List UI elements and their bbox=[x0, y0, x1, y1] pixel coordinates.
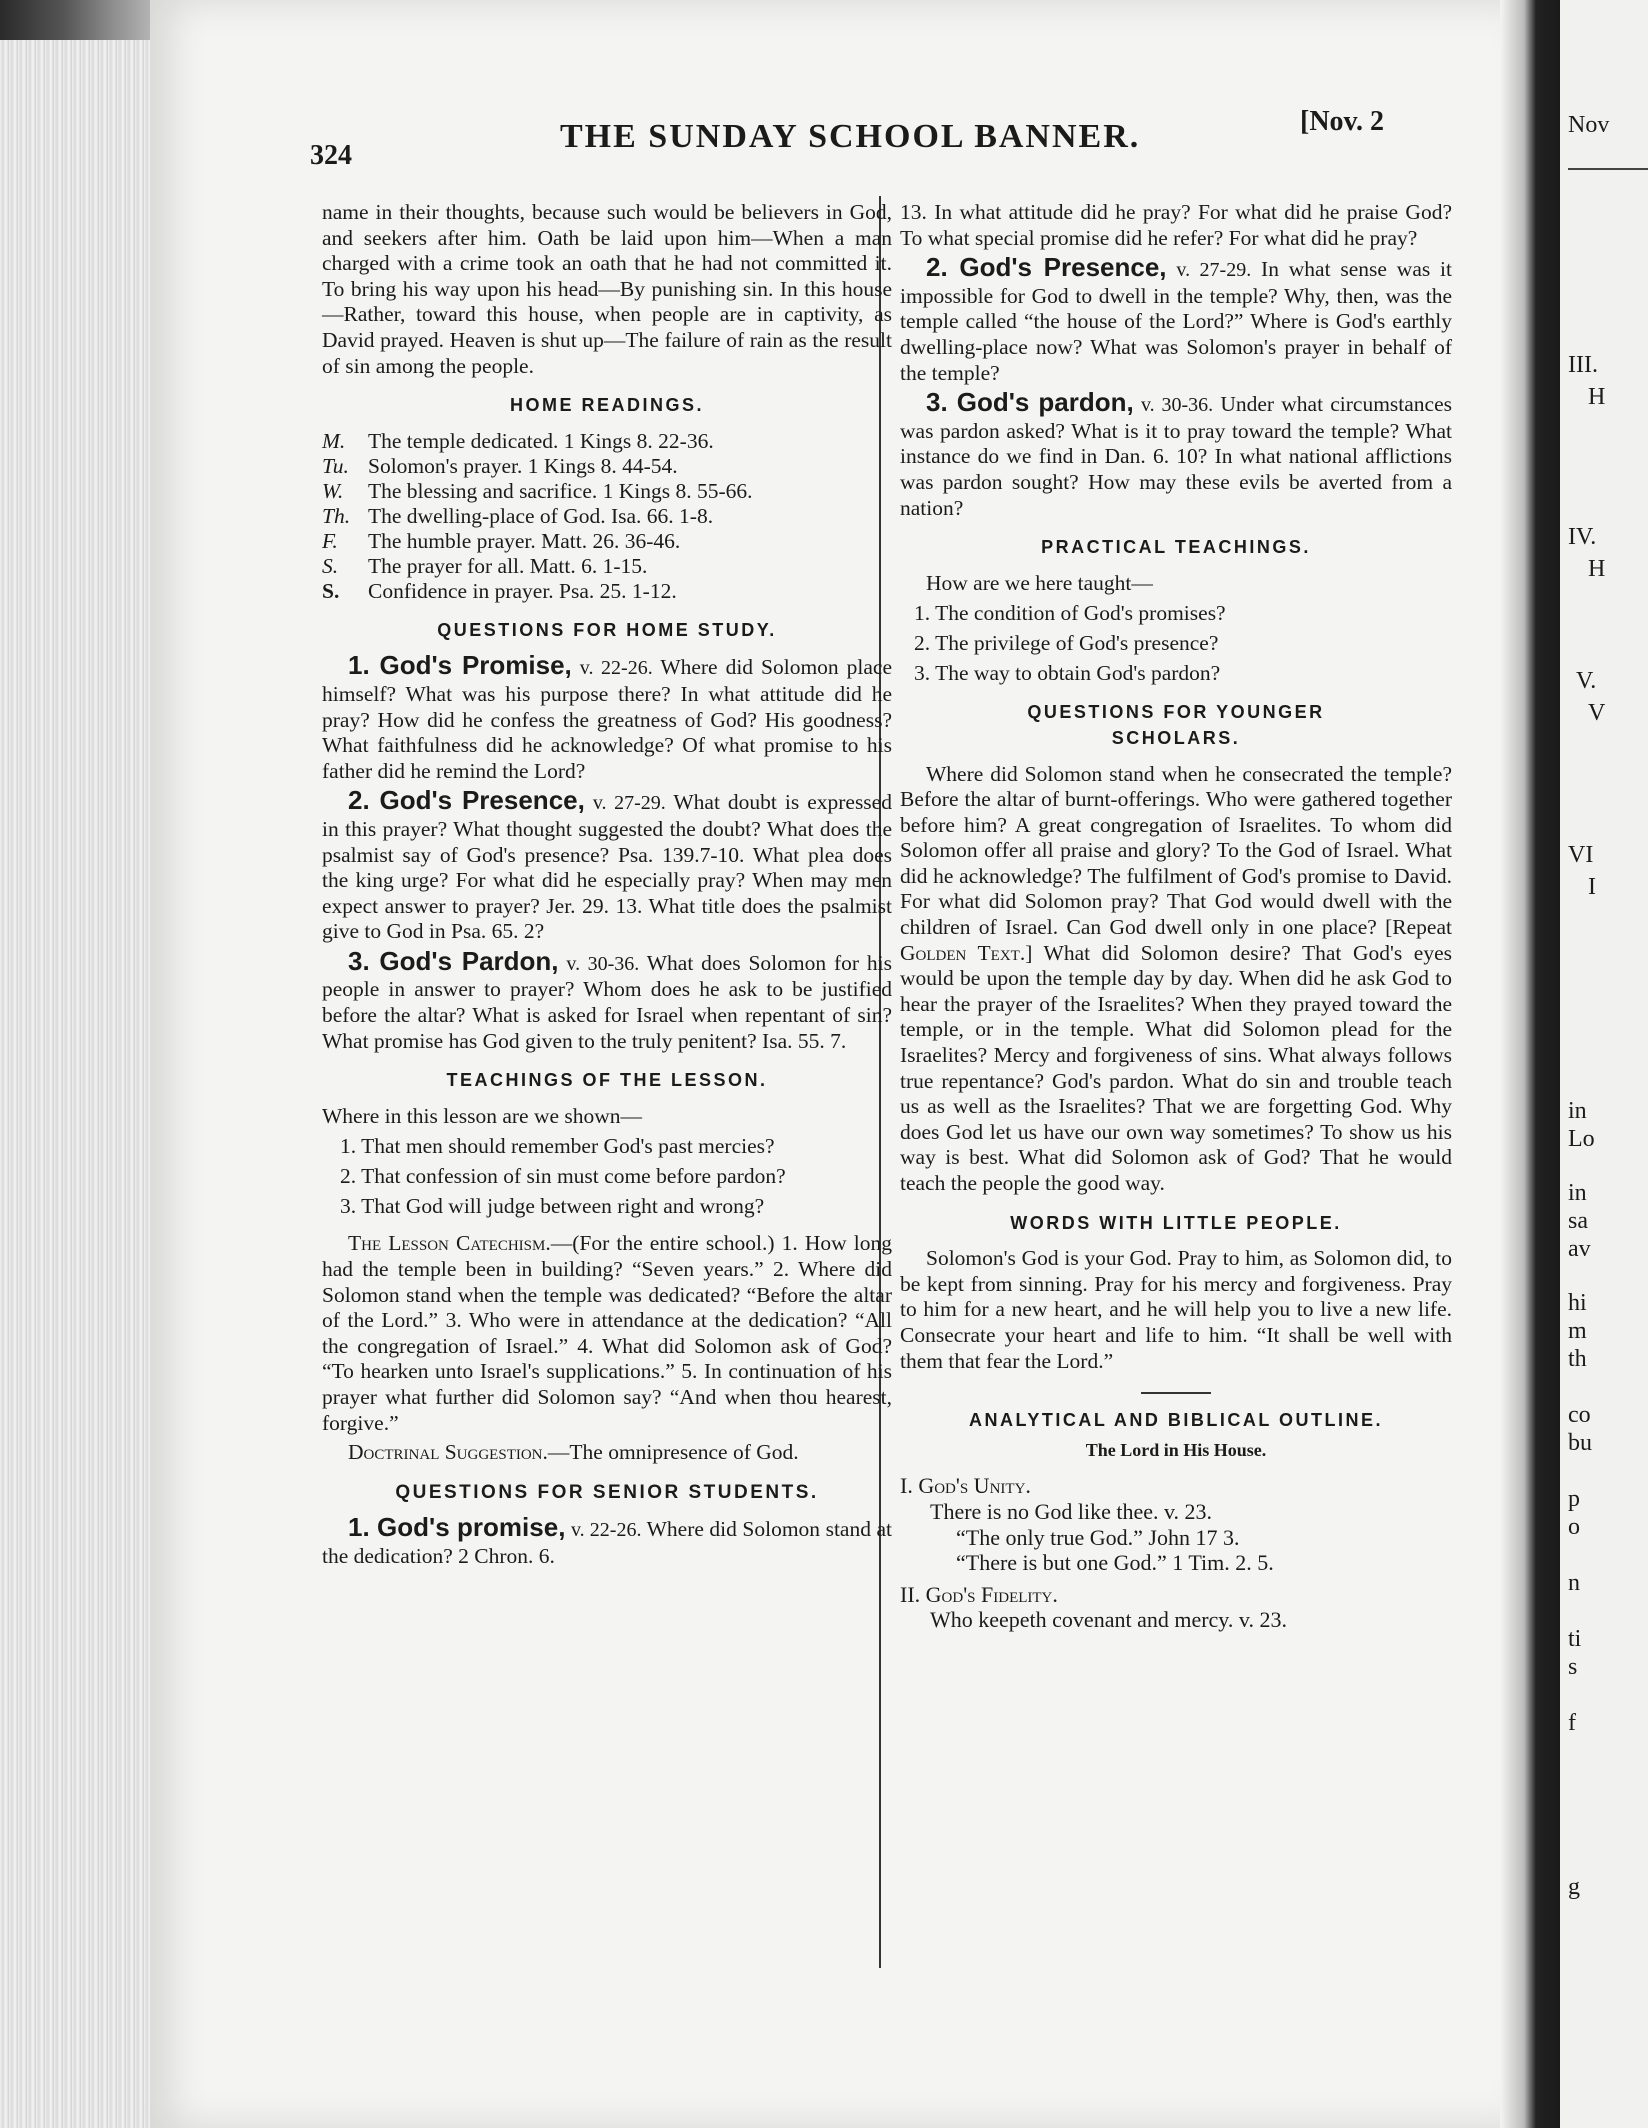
list-item bbox=[322, 579, 892, 604]
facing-text: p bbox=[1568, 1486, 1580, 1512]
younger-text-continued: ] What did Solomon desire? That God's eyes would be upon the temple day by day. When did he ask God to hear the prayer of the Israelites? When they prayed toward the temple, or in the temple. What did Solomon plead for the Israelites? Mercy and forgiveness of sins. What always follows true repentance? God's pardon. What do sin and trouble teach us as well as the Israelites? That we are forgetting God. Why does God let us have our own way sometimes? To show us his way is best. What did Solomon ask of God? That he would teach the people the good way. bbox=[900, 940, 1452, 1195]
facing-text: th bbox=[1568, 1346, 1587, 1372]
facing-rule bbox=[1568, 168, 1648, 170]
doctrinal-text: —The omnipresence of God. bbox=[547, 1440, 799, 1465]
facing-text: III. bbox=[1568, 352, 1598, 378]
facing-text: f bbox=[1568, 1710, 1576, 1736]
home-readings-heading: HOME READINGS. bbox=[509, 395, 704, 416]
question-text: What doubt is expressed in this prayer? What thought suggested the doubt? What does the psalmist say of God's presence? Psa. 139.7-10. What plea does the king urge? For what did he especially pray? When may men expect answer to prayer? Jer. 29. 13. What title does the psalmist give to God in Psa. 65. 2? bbox=[322, 790, 892, 944]
facing-text: Nov bbox=[1568, 112, 1610, 138]
list-item bbox=[322, 454, 892, 479]
little-people-heading: WORDS WITH LITTLE PEOPLE. bbox=[1010, 1212, 1342, 1233]
facing-text: H bbox=[1588, 384, 1606, 410]
running-title: THE SUNDAY SCHOOL BANNER. bbox=[560, 118, 1141, 155]
reading-day: F. bbox=[322, 528, 338, 553]
reading-text: The humble prayer. Matt. 26. 36-46. bbox=[368, 528, 681, 553]
list-item: 2. The privilege of God's presence? bbox=[914, 631, 1219, 656]
facing-text: s bbox=[1568, 1654, 1578, 1680]
question-title: 3. God's pardon, bbox=[926, 387, 1134, 418]
catechism-text: —(For the entire school.) 1. How long had the temple been in building? “Seven years.” 2. Where did Solomon stand when the temple was dedicated? “Before the altar of the Lord.” 3. Who were in attendance at the dedication? “All the congregation of Israel.” 4. What did Solomon ask of God? “To hearken unto Israel's supplications.” 5. In continuation of his prayer what further did Solomon say? “And when thou hearest, forgive.” bbox=[322, 1231, 892, 1435]
question-ref: v. 30-36. bbox=[566, 952, 640, 975]
younger-heading-line-2: SCHOLARS. bbox=[1111, 727, 1241, 748]
list-item: 1. The condition of God's promises? bbox=[914, 601, 1226, 626]
question-ref: v. 27-29. bbox=[1176, 259, 1252, 282]
question-paragraph bbox=[322, 785, 892, 945]
question-paragraph bbox=[900, 387, 1453, 521]
question-text: Where did Solomon stand at the dedication? 2 Chron. 6. bbox=[322, 1517, 892, 1568]
question-ref: v. 30-36. bbox=[1140, 394, 1214, 417]
facing-text: VI bbox=[1568, 842, 1594, 868]
facing-text: IV. bbox=[1568, 524, 1597, 550]
question-text: Where did Solomon place himself? What was his purpose there? In what attitude did he pray? How did he confess the greatness of God? His goodness? What faithfulness did he acknowledge? Of what promise to his father did he remind the Lord? bbox=[322, 655, 892, 783]
practical-heading: PRACTICAL TEACHINGS. bbox=[1041, 537, 1311, 558]
facing-text: av bbox=[1568, 1236, 1591, 1262]
little-people-paragraph: Solomon's God is your God. Pray to him, as Solomon did, to be kept from sinning. Pray for his mercy and forgiveness. Pray to him for a new heart, and he will help you to live a new life. Consecrate your heart and life to him. “It shall be well with them that fear the Lord.” bbox=[900, 1246, 1452, 1373]
list-item: 3. That God will judge between right and wrong? bbox=[340, 1194, 765, 1219]
outline-line: Who keepeth covenant and mercy. v. 23. bbox=[930, 1607, 1287, 1633]
list-item: 3. The way to obtain God's pardon? bbox=[914, 661, 1221, 686]
outline-subheading: The Lord in His House. bbox=[1085, 1439, 1267, 1460]
facing-text: g bbox=[1568, 1874, 1580, 1900]
reading-day: W. bbox=[322, 478, 344, 503]
facing-text: I bbox=[1588, 874, 1596, 900]
list-item bbox=[322, 554, 892, 579]
teachings-intro: Where in this lesson are we shown— bbox=[322, 1103, 643, 1128]
intro-paragraph: name in their thoughts, because such would be believers in God, and seekers after him. Oath be laid upon him—When a man charged with a crime took an oath that he had not committed it. To bring his way upon his head—By punishing sin. In this house—Rather, toward this house, when people are in captivity, as David prayed. Heaven is shut up—The failure of rain as the result of sin among the people. bbox=[322, 200, 892, 378]
facing-text: bu bbox=[1568, 1430, 1592, 1456]
doctrinal-label: Doctrinal Suggestion. bbox=[348, 1440, 548, 1465]
reading-day: S. bbox=[322, 578, 340, 603]
question-title: 1. God's Promise, bbox=[348, 650, 572, 681]
reading-day: Th. bbox=[322, 503, 351, 528]
section-rule bbox=[1141, 1392, 1211, 1394]
younger-text: Where did Solomon stand when he consecrated the temple? Before the altar of burnt-offerings. Who were gathered together before him? A great congregation of Israelites. To whom did Solomon offer all praise and glory? To the God of Israel. What did he acknowledge? The fulfilment of God's promise to David. For what did Solomon pray? That God would dwell with the children of Israel. Can God dwell only in one place? [Repeat bbox=[900, 761, 1452, 940]
question-ref: v. 22-26. bbox=[570, 1519, 642, 1542]
list-item bbox=[322, 429, 892, 454]
facing-page-fragment bbox=[1560, 0, 1648, 2128]
home-readings-list bbox=[322, 429, 892, 604]
teachings-heading: TEACHINGS OF THE LESSON. bbox=[446, 1070, 768, 1091]
question-text: What does Solomon for his people in answer to prayer? Whom does he ask to be justified before the altar? What is asked for Israel when repentant of sin? What promise has God given to the truly penitent? Isa. 55. 7. bbox=[322, 950, 892, 1053]
outline-section: II. God's Fidelity. bbox=[900, 1581, 1058, 1607]
facing-text: sa bbox=[1568, 1208, 1588, 1234]
right-column bbox=[880, 200, 1452, 1633]
question-text: Under what circumstances was pardon asked? What is it to pray toward the temple? What instance do we find in Dan. 6. 10? In what national afflictions was pardon sought? How may these evils be averted from a nation? bbox=[900, 392, 1453, 520]
facing-text: H bbox=[1588, 556, 1606, 582]
practical-intro: How are we here taught— bbox=[926, 570, 1153, 595]
outline bbox=[900, 1473, 1452, 1633]
facing-text: V bbox=[1588, 700, 1606, 726]
list-item: 1. That men should remember God's past mercies? bbox=[340, 1134, 775, 1159]
reading-day: S. bbox=[322, 553, 339, 578]
question-ref: v. 27-29. bbox=[592, 792, 666, 815]
reading-text: Solomon's prayer. 1 Kings 8. 44-54. bbox=[368, 453, 678, 478]
reading-text: The dwelling-place of God. Isa. 66. 1-8. bbox=[368, 503, 714, 528]
younger-paragraph bbox=[900, 762, 1452, 1197]
question-paragraph bbox=[322, 650, 892, 784]
reading-text: The prayer for all. Matt. 6. 1-15. bbox=[368, 553, 648, 578]
younger-heading: QUESTIONS FOR YOUNGER bbox=[1027, 702, 1325, 723]
facing-text: hi bbox=[1568, 1290, 1587, 1316]
list-item: 2. That confession of sin must come before pardon? bbox=[340, 1164, 786, 1189]
question-paragraph bbox=[322, 1512, 892, 1569]
list-item bbox=[322, 504, 892, 529]
senior-heading: QUESTIONS FOR SENIOR STUDENTS. bbox=[395, 1481, 819, 1503]
list-item bbox=[322, 479, 892, 504]
page-number: 324 bbox=[310, 140, 352, 171]
facing-text: Lo bbox=[1568, 1126, 1595, 1152]
facing-text: co bbox=[1568, 1402, 1591, 1428]
reading-text: Confidence in prayer. Psa. 25. 1-12. bbox=[368, 578, 677, 603]
facing-text: o bbox=[1568, 1514, 1580, 1540]
facing-text: in bbox=[1568, 1180, 1587, 1206]
golden-text-label: Golden Text. bbox=[900, 940, 1026, 965]
outline-subline: “There is but one God.” 1 Tim. 2. 5. bbox=[956, 1550, 1274, 1576]
question-title: 1. God's promise, bbox=[348, 1512, 566, 1543]
outline-line: There is no God like thee. v. 23. bbox=[930, 1498, 1213, 1524]
facing-text: ti bbox=[1568, 1626, 1582, 1652]
facing-text: in bbox=[1568, 1098, 1587, 1124]
reading-text: The temple dedicated. 1 Kings 8. 22-36. bbox=[368, 428, 714, 453]
question-paragraph bbox=[322, 945, 892, 1054]
issue-date: [Nov. 2 bbox=[1300, 106, 1384, 137]
question-text: In what sense was it impossible for God to dwell in the temple? Why, then, was the temple called “the house of the Lord?” Where is God's earthly dwelling-place now? What was Solomon's prayer in behalf of the temple? bbox=[900, 257, 1452, 385]
question-title: 2. God's Presence, bbox=[348, 785, 585, 816]
catechism-label: The Lesson Catechism. bbox=[348, 1231, 551, 1256]
reading-text: The blessing and sacrifice. 1 Kings 8. 55-66. bbox=[368, 478, 753, 503]
senior-continued: 13. In what attitude did he pray? For what did he praise God? To what special promise did he refer? For what did he pray? bbox=[900, 200, 1452, 250]
reading-day: M. bbox=[322, 428, 346, 453]
page-edges bbox=[0, 40, 170, 2128]
doctrinal-paragraph bbox=[322, 1440, 892, 1466]
outline-subline: “The only true God.” John 17 3. bbox=[956, 1524, 1240, 1550]
question-paragraph bbox=[900, 252, 1452, 386]
facing-text: V. bbox=[1576, 668, 1597, 694]
left-column bbox=[322, 200, 892, 1574]
list-item bbox=[322, 529, 892, 554]
home-study-heading: QUESTIONS FOR HOME STUDY. bbox=[437, 619, 777, 640]
question-title: 2. God's Presence, bbox=[926, 252, 1167, 283]
question-ref: v. 22-26. bbox=[579, 657, 653, 680]
facing-text: n bbox=[1568, 1570, 1580, 1596]
question-title: 3. God's Pardon, bbox=[348, 945, 559, 976]
outline-section: I. God's Unity. bbox=[900, 1473, 1031, 1499]
book-gutter bbox=[1500, 0, 1560, 2128]
catechism-paragraph bbox=[322, 1231, 892, 1436]
reading-day: Tu. bbox=[322, 453, 349, 478]
outline-heading: ANALYTICAL AND BIBLICAL OUTLINE. bbox=[968, 1410, 1383, 1431]
facing-text: m bbox=[1568, 1318, 1587, 1344]
